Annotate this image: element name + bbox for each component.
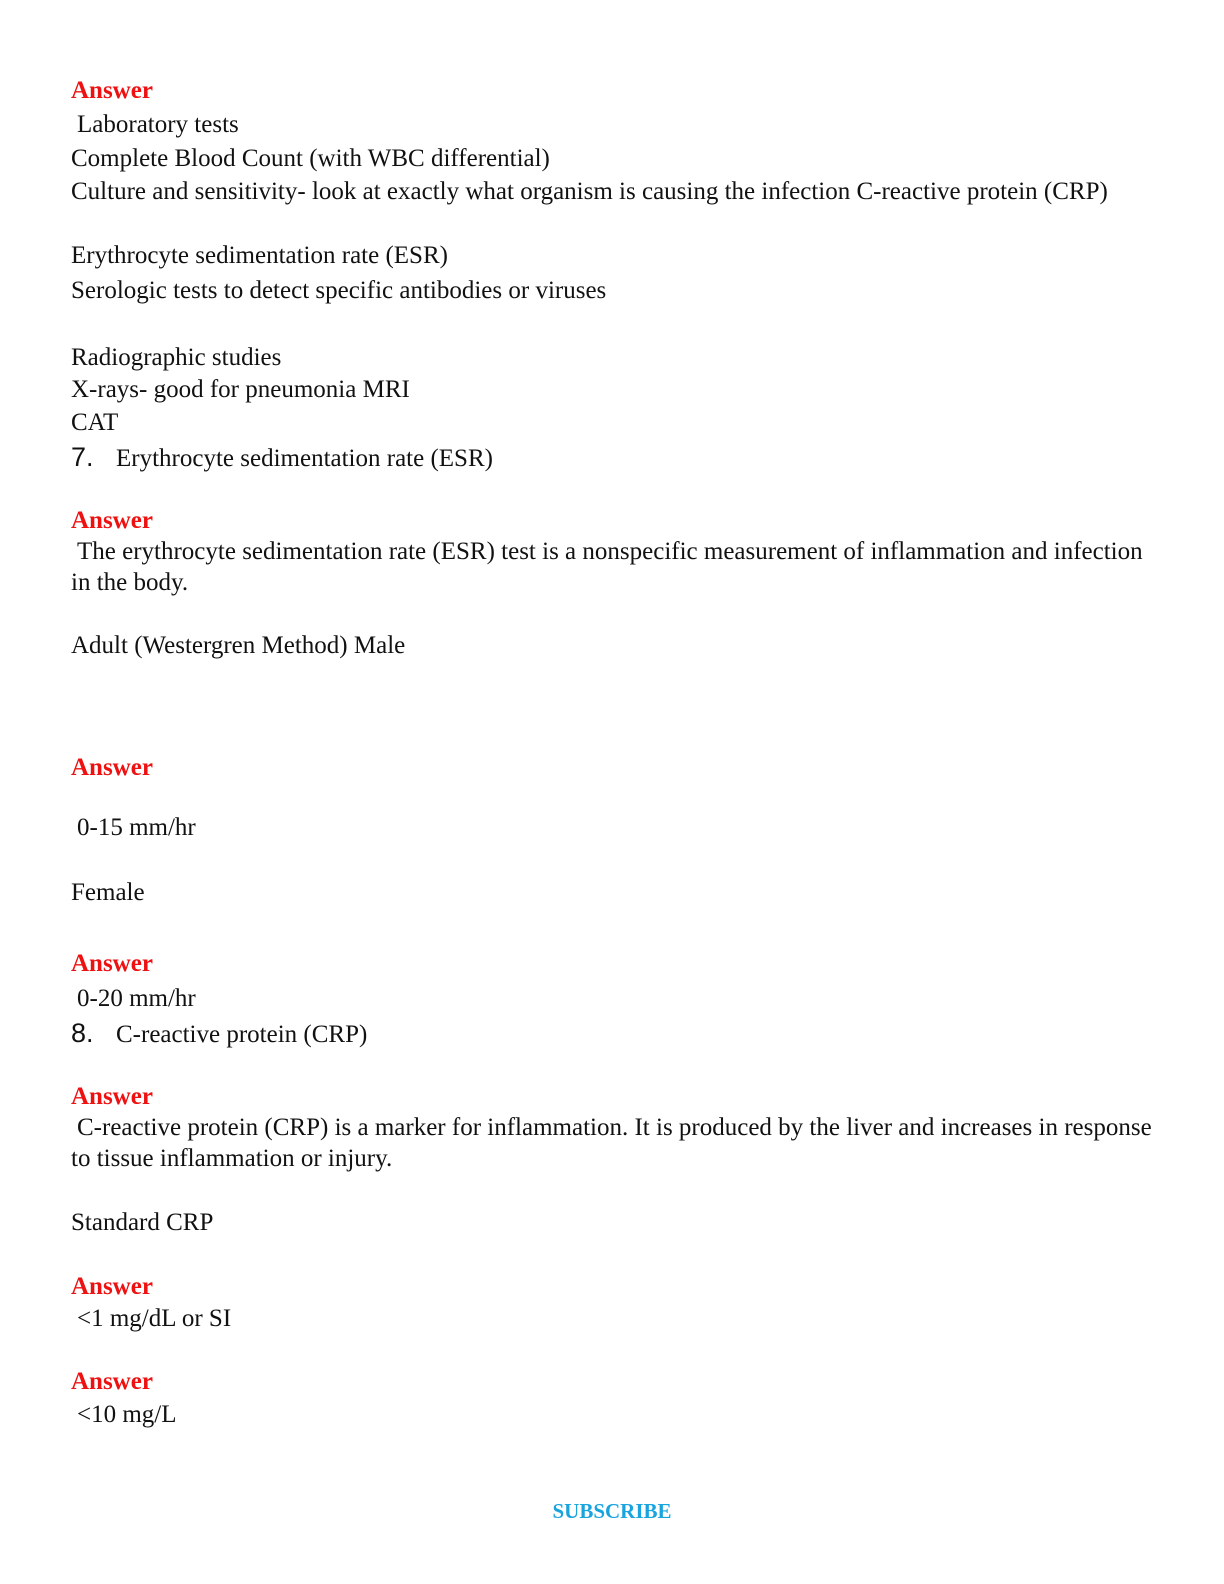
lab-test-item: Serologic tests to detect specific antibodies or viruses [71,277,607,304]
answer-text: 0-15 mm/hr [77,814,196,841]
answer-heading: Answer [71,754,153,781]
answer-heading: Answer [71,1273,153,1300]
lab-tests-heading: Laboratory tests [77,111,239,138]
question-number: 8. [71,1018,94,1048]
question-title: Erythrocyte sedimentation rate (ESR) [116,445,493,472]
lab-test-item: Complete Blood Count (with WBC differential) [71,145,550,172]
answer-text: <10 mg/L [77,1401,177,1428]
question-label: Standard CRP [71,1209,214,1236]
question-7-title [71,442,493,474]
answer-heading: Answer [71,77,153,104]
radiographic-heading: Radiographic studies [71,344,282,371]
answer-text: The erythrocyte sedimentation rate (ESR) test is a nonspecific measurement of inflammation and infection in the body. [71,538,1143,596]
radiographic-item: CAT [71,409,119,436]
answer-heading: Answer [71,950,153,977]
answer-text: 0-20 mm/hr [77,985,196,1012]
question-label: Female [71,879,145,906]
lab-test-item: Culture and sensitivity- look at exactly what organism is causing the infection C-reactive protein (CRP) [71,178,1108,205]
answer-heading: Answer [71,1083,153,1110]
question-8-title [71,1018,367,1050]
answer-heading: Answer [71,507,153,534]
question-title: C-reactive protein (CRP) [116,1021,368,1048]
answer-heading: Answer [71,1368,153,1395]
lab-test-item: Erythrocyte sedimentation rate (ESR) [71,242,448,269]
answer-text: C-reactive protein (CRP) is a marker for inflammation. It is produced by the liver and increases in response to tissue inflammation or injury. [71,1114,1152,1172]
radiographic-item: X-rays- good for pneumonia MRI [71,376,410,403]
answer-text: <1 mg/dL or SI [77,1305,232,1332]
question-number: 7. [71,442,94,472]
question-label: Adult (Westergren Method) Male [71,632,406,659]
subscribe-link[interactable]: SUBSCRIBE [552,1499,672,1523]
